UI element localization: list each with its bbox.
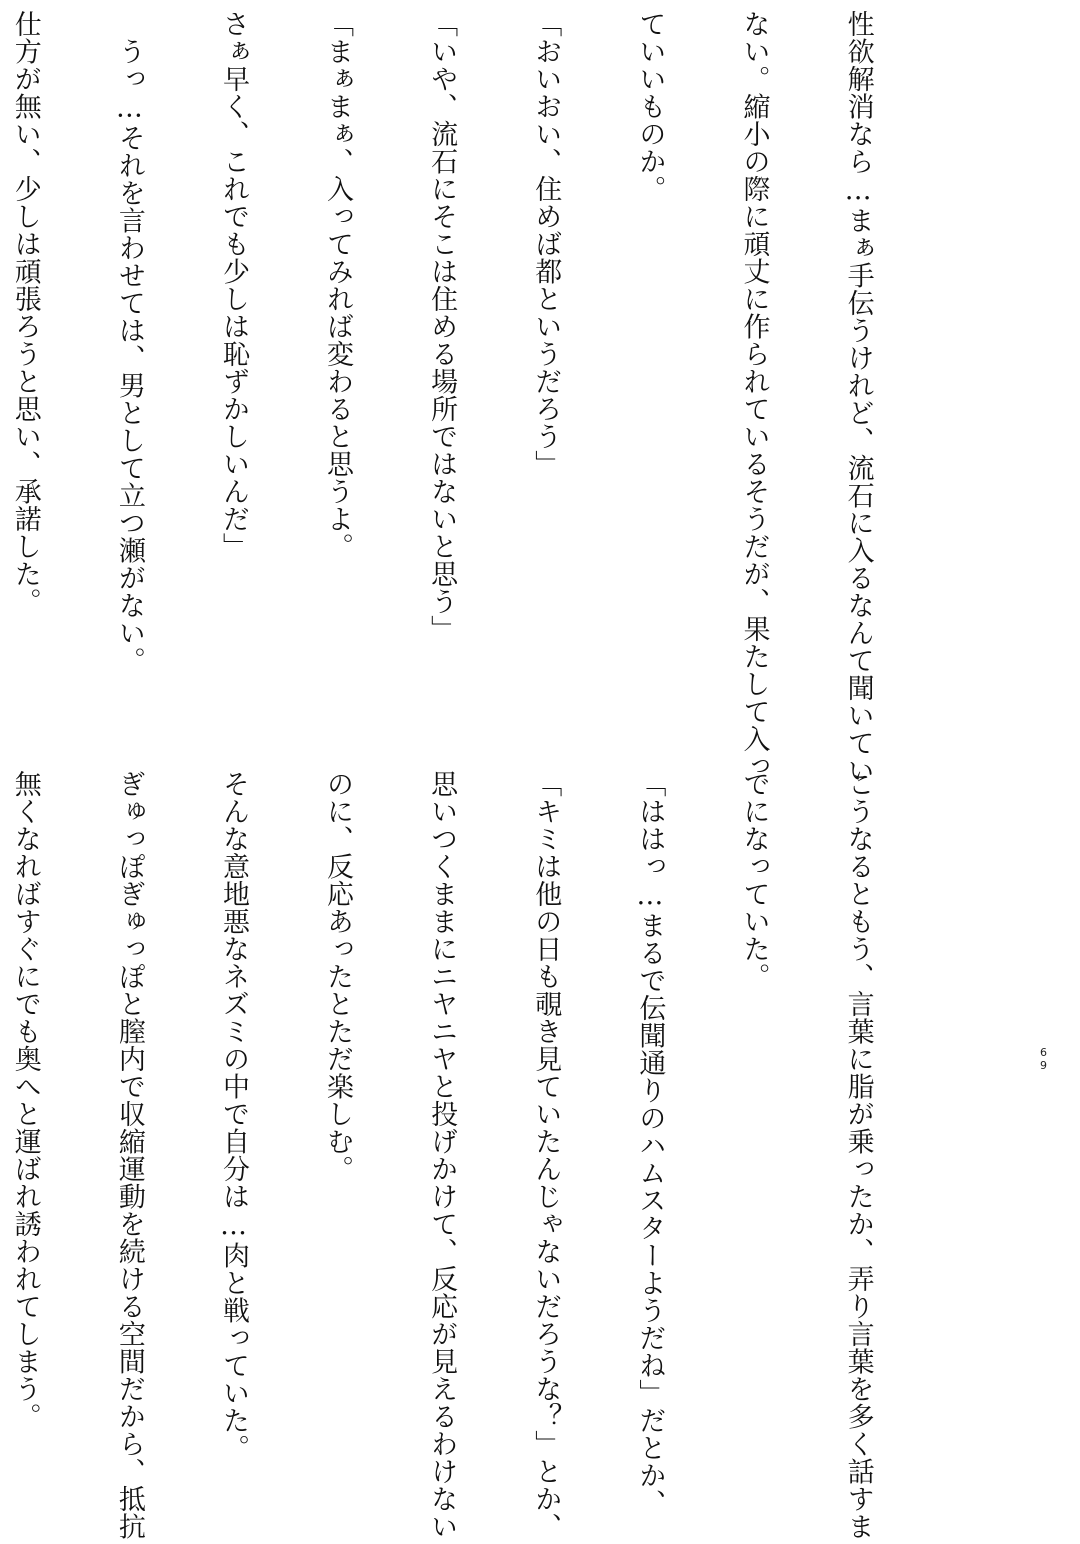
- text-line: のに、反応あったとただ楽しむ。: [322, 770, 354, 1183]
- text-line: そんな意地悪なネズミの中で自分は…肉と戦っていた。: [217, 770, 249, 1462]
- lower-text-block: [9, 770, 944, 1540]
- text-line: 「まぁまぁ、入ってみれば変わると思うよ。: [322, 10, 354, 560]
- text-line: ていいものか。: [634, 10, 666, 203]
- text-line: 「ははっ…まるで伝聞通りのハムスターようだね」だとか、: [634, 770, 666, 1517]
- upper-text-block: [9, 10, 944, 784]
- text-line: でになっていた。: [738, 770, 770, 990]
- text-line: 「いや、流石にそこは住める場所ではないと思う」: [426, 10, 458, 643]
- text-line: 「キミは他の日も覗き見ていたんじゃないだろうな？」とか、: [530, 770, 562, 1540]
- text-line: 思いつくままにニヤニヤと投げかけて、反応が見えるわけない: [426, 770, 458, 1540]
- text-line: 性欲解消なら…まぁ手伝うけれど、流石に入るなんて聞いてい: [842, 10, 874, 784]
- text-line: 無くなればすぐにでも奥へと運ばれ誘われてしまう。: [9, 770, 41, 1430]
- text-line: ない。縮小の際に頑丈に作られているそうだが、果たして入っ: [738, 10, 770, 780]
- text-line: 仕方が無い、少しは頑張ろうと思い、承諾した。: [9, 10, 41, 615]
- text-line: ぎゅっぽぎゅっぽと膣内で収縮運動を続ける空間だから、抵抗: [113, 770, 145, 1540]
- text-line: 「おいおい、住めば都というだろう」: [530, 10, 562, 478]
- page-number: 69: [1037, 1046, 1050, 1072]
- text-line: うっ…それを言わせては、男として立つ瀬がない。: [113, 10, 145, 674]
- text-line: こうなるともう、言葉に脂が乗ったか、弄り言葉を多く話すま: [842, 770, 874, 1540]
- text-line: さぁ早く、これでも少しは恥ずかしいんだ」: [217, 10, 249, 560]
